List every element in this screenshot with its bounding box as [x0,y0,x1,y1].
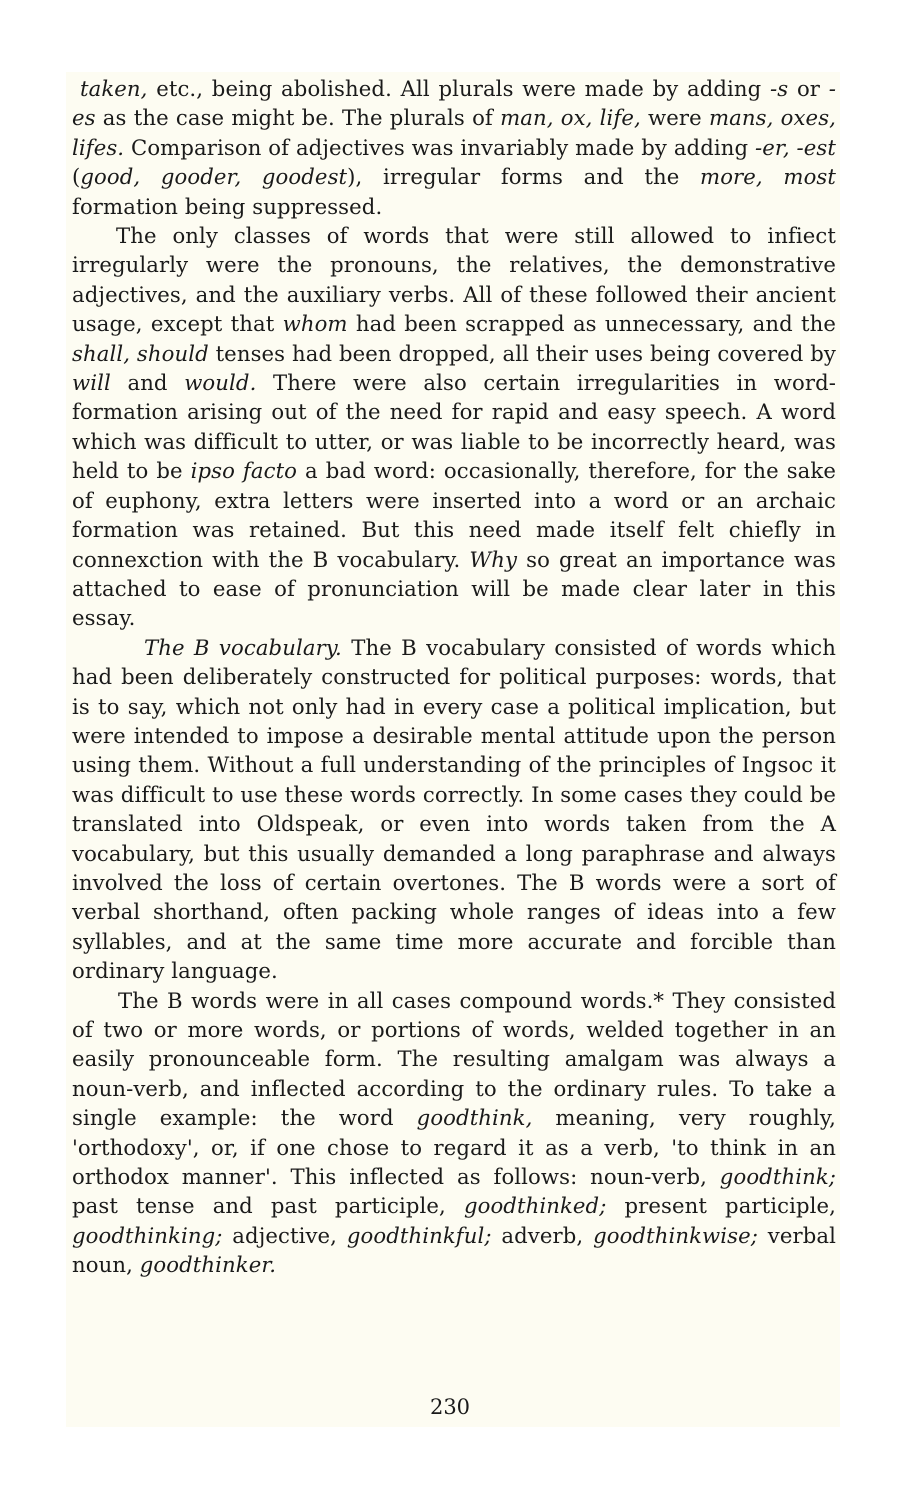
text-run: past tense and past participle, [72,1193,464,1219]
text-run: were [640,105,709,131]
italic-text-run: good, gooder, goodest [80,164,348,190]
italic-text-run: will [72,370,111,396]
italic-text-run: goodthink; [719,1164,836,1190]
text-run: ( [72,164,81,190]
text-run: adjective, [222,1222,347,1248]
italic-text-run: whom [282,311,348,337]
text-run: The B vocabulary consisted of words which had been deliberately constructed for political purposes: words, that is to say, which not only had in every case a political implication, but were intended to impose a desirable mental attitude upon the person using them. Without a full understanding of the principles of Ingsoc it was difficult to use these words correctly. In some cases they could be translated into Oldspeak, or even into words taken from the A vocabulary, but this usually demanded a long paraphrase and always involved the loss of certain overtones. The B words were a sort of verbal shorthand, often packing whole ranges of ideas into a few syllables, and at the same time more accurate and forcible than ordinary language. [72,634,836,984]
text-run: The only classes of words that were still allowed to infiect irregularly were the pronouns, the relatives, the demonstrative adjectives, and the auxiliary verbs. All of these followed their ancient usage, except that [72,223,836,337]
text-run: present participle, [606,1193,837,1219]
italic-text-run: shall, should [72,340,209,366]
text-run: Comparison of adjectives was invariably made by adding [124,134,756,160]
paragraph-1 [72,74,836,221]
italic-text-run: goodthinker. [139,1252,277,1278]
text-run: etc., being abolished. All plurals were made by adding [147,76,771,101]
paragraph-3 [72,633,836,986]
text-run: had been scrapped as unnecessary, and the [347,311,836,337]
text-run: and [110,370,185,396]
italic-text-run: Why [469,546,518,572]
italic-text-run: would. [184,370,257,396]
italic-text-run: more, most [700,164,837,190]
text-run: a bad word: occasionally, therefore, for the sake of euphony, extra letters were inserted into a word or an archaic formation was retained. But this need made itself felt chiefly in connexction with the B vocabulary. [72,458,836,572]
text-run: meaning, very roughly, 'orthodoxy', or, if one chose to regard it as a verb, 'to think in an orthodox manner'. This inflected as follows: noun-verb, [72,1105,836,1190]
italic-text-run: goodthinkful; [346,1222,492,1248]
italic-text-run: goodthink, [416,1105,533,1131]
paragraph-2 [72,221,836,633]
italic-text-run: goodthinked; [463,1193,607,1219]
italic-text-run: The B vocabulary. [144,634,342,660]
text-run: as the case might be. The plurals of [95,105,501,131]
text-run: formation being suppressed. [72,193,383,219]
italic-text-run: taken, [80,76,148,101]
italic-text-run: -s [770,76,789,101]
text-run: There were also certain irregularities in word-formation arising out of the need for rapid and easy speech. A word which was difficult to utter, or was liable to be incorrectly heard, was held to be [72,370,836,484]
text-run: The B words were in all cases compound words.* They consisted of two or more words, or portions of words, welded together in an easily pronounceable form. The resulting amalgam was always a noun-verb, and inflected according to the ordinary rules. To take a single example: the word [72,987,836,1131]
italic-text-run: goodthinking; [72,1222,223,1248]
text-run: so great an importance was attached to ease of pronunciation will be made clear later in this essay. [72,546,836,631]
page-number: 230 [429,1395,471,1419]
text-run: tenses had been dropped, all their uses being covered by [208,340,836,366]
text-run: or [788,76,829,101]
italic-text-run: man, ox, life, [500,105,641,131]
italic-text-run: -es [72,76,836,131]
text-run: verbal noun, [72,1222,837,1278]
text-run: ), irregular forms and the [347,164,701,190]
italic-text-run: ipso facto [190,458,298,484]
italic-text-run: -er, -est [755,134,837,160]
body-text [72,74,836,1280]
text-run: adverb, [491,1222,594,1248]
paragraph-4 [72,986,836,1280]
italic-text-run: goodthinkwise; [593,1222,758,1248]
italic-text-run: mans, oxes, lifes. [72,105,836,160]
